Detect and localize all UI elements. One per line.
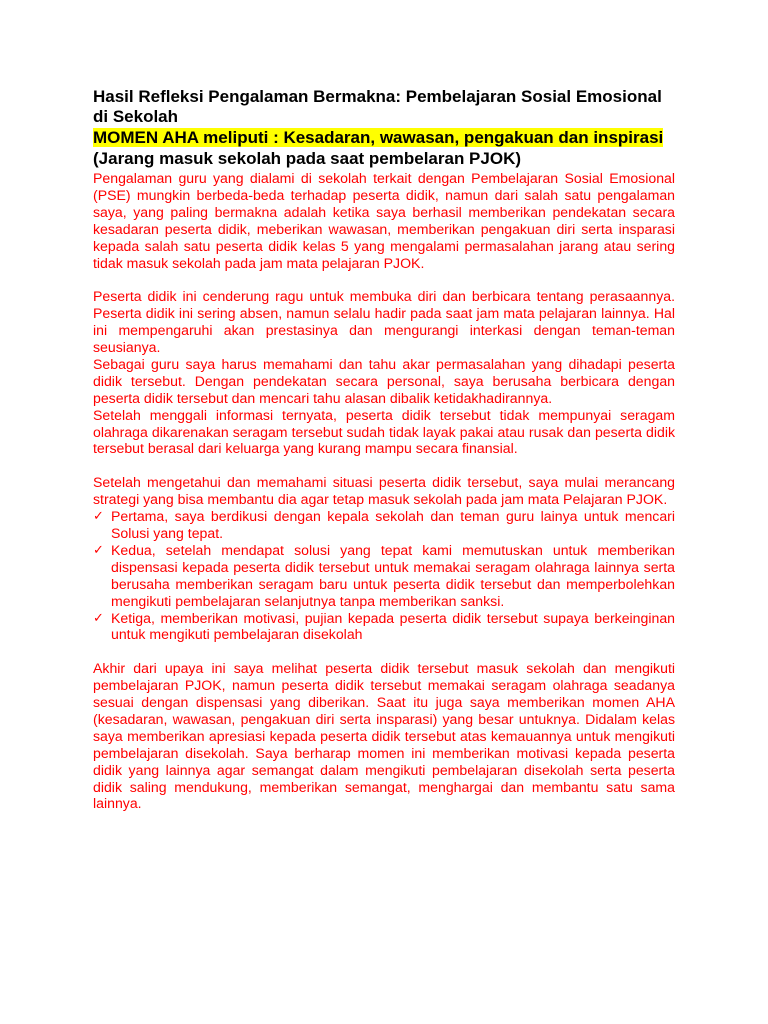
document-title: Hasil Refleksi Pengalaman Bermakna: Pembelajaran Sosial Emosional di Sekolah: [93, 87, 662, 126]
aha-heading: [93, 127, 675, 169]
aha-heading-subtitle: (Jarang masuk sekolah pada saat pembelaran PJOK): [93, 149, 522, 168]
paragraph-intro: Pengalaman guru yang dialami di sekolah terkait dengan Pembelajaran Sosial Emosional (PSE) mungkin berbeda-beda terhadap peserta didik, namun dari salah satu pengalaman saya, yang paling bermakna adalah ketika saya berhasil memberikan pendekatan secara kesadaran peserta didik, meberikan wawasan, memberikan pengakuan diri serta insparasi kepada salah satu peserta didik kelas 5 yang mengalami permasalahan jarang atau sering tidak masuk sekolah pada jam mata pelajaran PJOK.: [93, 170, 675, 271]
paragraph-strategy: Setelah mengetahui dan memahami situasi peserta didik tersebut, saya mulai merancang strategi yang bisa membantu dia agar tetap masuk sekolah pada jam mata Pelajaran PJOK.: [93, 474, 675, 508]
checkmark-icon: ✓: [93, 508, 104, 524]
paragraph-finding: Setelah menggali informasi ternyata, peserta didik tersebut tidak mempunyai seragam olahraga dikarenakan seragam tersebut sudah tidak layak pakai atau rusak dan peserta didik tersebut berasal dari keluarga yang kurang mampu secara finansial.: [93, 406, 675, 457]
strategy-checklist: [93, 508, 675, 643]
paragraph-student-behavior: Peserta didik ini cenderung ragu untuk membuka diri dan berbicara tentang perasaannya. Peserta didik ini sering absen, namun selalu hadir pada saat jam mata pelajaran lainnya. Hal ini mempengaruhi akan prestasinya dan mengurangi interkasi dengan teman-teman seusianya.: [93, 288, 675, 356]
document-body: [93, 87, 675, 812]
checklist-item: [93, 508, 675, 542]
checklist-item-text: Ketiga, memberikan motivasi, pujian kepada peserta didik tersebut supaya berkeinginan untuk mengikuti pembelajaran disekolah: [111, 609, 675, 643]
paragraph-conclusion: Akhir dari upaya ini saya melihat peserta didik tersebut masuk sekolah dan mengikuti pembelajaran PJOK, namun peserta didik tersebut memakai seragam olahraga seadanya sesuai dengan dispensasi yang diberikan. Saat itu juga saya memberikan momen AHA (kesadaran, wawasan, pengakuan diri serta insparasi) yang besar untuknya. Didalam kelas saya memberikan apresiasi kepada peserta didik tersebut atas kemauannya untuk mengikuti pembelajaran disekolah. Saya berharap momen ini memberikan motivasi kepada peserta didik yang lainnya agar semangat dalam mengikuti pembelajaran disekolah serta peserta didik saling mendukung, memberikan semangat, menghargai dan membantu satu sama lainnya.: [93, 660, 675, 812]
checklist-item: [93, 610, 675, 644]
checklist-item: [93, 542, 675, 610]
paragraph-spacer: [93, 643, 675, 660]
paragraph-spacer: [93, 457, 675, 474]
checklist-item-text: Pertama, saya berdikusi dengan kepala sekolah dan teman guru lainya untuk mencari Solusi yang tepat.: [111, 508, 675, 541]
paragraph-teacher-approach: Sebagai guru saya harus memahami dan tahu akar permasalahan yang dihadapi peserta didik tersebut. Dengan pendekatan secara personal, saya berusaha berbicara dengan peserta didik tersebut dan mencari tahu alasan dibalik ketidakhadirannya.: [93, 355, 675, 406]
checklist-item-text: Kedua, setelah mendapat solusi yang tepat kami memutuskan untuk memberikan dispensasi kepada peserta didik tersebut untuk memakai seragam olahraga lainnya serta berusaha memberikan seragam baru untuk peserta didik tersebut dan memperbolehkan mengikuti pembelajaran selanjutnya tanpa memberikan sanksi.: [111, 541, 675, 609]
checkmark-icon: ✓: [93, 609, 104, 625]
paragraph-spacer: [93, 271, 675, 288]
checkmark-icon: ✓: [93, 541, 104, 557]
aha-heading-highlight: MOMEN AHA meliputi : Kesadaran, wawasan, pengakuan dan inspirasi: [93, 128, 664, 147]
